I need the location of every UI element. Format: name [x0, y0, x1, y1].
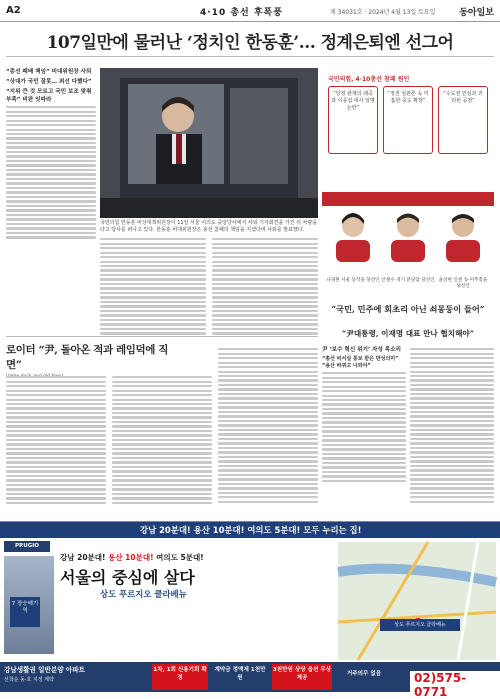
ad-project-name: 상도 푸르지오 클라베뉴: [100, 589, 187, 599]
person-photo-3: [438, 208, 488, 262]
side-box-title: 尹 ‘보수 혁신 위기’ 자성 목소리: [322, 347, 402, 353]
story2-column-3: [218, 346, 318, 505]
person-photo-2: [383, 208, 433, 262]
infographic-title: 국민의힘, 4·10총선 참패 원인: [328, 76, 410, 83]
lead-body-column-2: [100, 236, 206, 337]
ad-station-badge: 7 장승배기역: [10, 597, 40, 627]
ad-benefit-3: 3천만원 상당 옵션 무상제공: [272, 664, 332, 690]
car-photo-illustration: [100, 68, 318, 218]
lead-subheads: [6, 68, 96, 241]
quote-box-1: “당정 관계의 왜곡과 이종섭 대사 임명 논란”: [328, 86, 378, 154]
paper-name: 동아일보: [459, 8, 494, 18]
ad-bottom-sub: 선착순 동·호 지정 계약: [4, 677, 54, 683]
lead-subhead-1: “총선 패배 책임” 비대위원장 사퇴: [6, 69, 92, 75]
ad-benefit-4: 거주의무 없음: [346, 671, 382, 677]
apartment-advertisement: [0, 521, 500, 699]
story2-column-1: [6, 374, 106, 506]
ad-benefit-1: 1차, 1회 신용기회 확정: [152, 664, 208, 690]
masthead: [0, 0, 500, 22]
person-name-2: 안철수 경기 분당갑 당선인: [381, 278, 435, 283]
ad-bottom-left: [4, 665, 85, 685]
story2-column-2: [112, 374, 212, 506]
ad-tagline: [60, 552, 204, 563]
ad-tagline-post: 여의도 5분대!: [156, 553, 204, 562]
page-number: A2: [6, 5, 21, 16]
story-divider: [6, 336, 318, 337]
quote-box-3: “수도권 민심과 괴리된 공천”: [438, 86, 488, 154]
photo-caption: 국민의힘 한동훈 비상대책위원장이 11일 서울 여의도 중앙당사에서 사퇴 기자회견을 가진 뒤 차량을 타고 당사를 떠나고 있다. 한동훈 비대위원장은 총선 참패의 책임을 지겠다며 사퇴를 발표했다.: [100, 220, 318, 233]
person-name-3: 윤상현 인천 동·미추홀을 당선인: [438, 278, 488, 289]
ad-brand-logo: PRUGIO: [4, 541, 50, 552]
ad-tagline-pre: 강남 20분대!: [60, 553, 106, 562]
side-column-2: [410, 346, 494, 505]
lead-subhead-3: “지위 큰 것 모르고 국민 보조 맞춰 부족” 비판 잇따라: [6, 89, 92, 103]
main-headline: 107일만에 물러난 ‘정치인 한동훈’… 정계은퇴엔 선그어: [46, 33, 454, 53]
story2-headline: 로이터 “尹, 돌아온 적과 레임덕에 직면”: [6, 344, 168, 371]
side-box-sub: “총선 비서실 통보 받은 반성의미” “용산 바뀌고 나와야”: [322, 356, 399, 369]
lead-body-column-3: [212, 236, 318, 337]
person-photo-1: [328, 208, 378, 262]
quote-box-2: “정권 심판론 속 미흡한 중도 확장”: [383, 86, 433, 154]
lead-body-text: [6, 106, 96, 238]
ad-main-slogan: 서울의 중심에 살다: [60, 568, 195, 587]
side-headline: “국민, 민주에 회초리 아닌 쇠몽둥이 들어”: [331, 304, 485, 314]
ad-benefit-2: 계약금 정액제 1천만원: [214, 667, 266, 681]
ad-bottom-title: 강남생활권 일반분양 아파트: [4, 666, 86, 674]
ad-location-map: [338, 542, 496, 660]
lead-photo: [100, 68, 318, 218]
ad-phone-number: 02)575-0771: [410, 671, 500, 699]
issue-date: 제 34031호 · 2024년 4월 13일 토요일: [330, 9, 436, 16]
infographic: [322, 68, 494, 300]
headline-rule: [6, 56, 494, 57]
person-name-1: 나경원 서울 동작을 당선인: [326, 278, 380, 283]
ad-top-title: 강남 20분대! 용산 10분대! 여의도 5분대! 모두 누리는 집!: [140, 525, 362, 535]
ad-map-label: 상도 푸르지오 클라베뉴: [380, 619, 460, 631]
side-column-1: [322, 346, 406, 484]
ad-tagline-highlight: 용산 10분대!: [108, 553, 154, 562]
side-subhead: “尹대통령, 이재명 대표 만나 협치해야”: [341, 329, 475, 338]
infographic-red-band: [322, 192, 494, 206]
lead-subhead-2: “상대가 국민 잘못… 최선 다했다”: [6, 79, 92, 85]
section-name: 4·10 총선 후폭풍: [200, 8, 283, 18]
